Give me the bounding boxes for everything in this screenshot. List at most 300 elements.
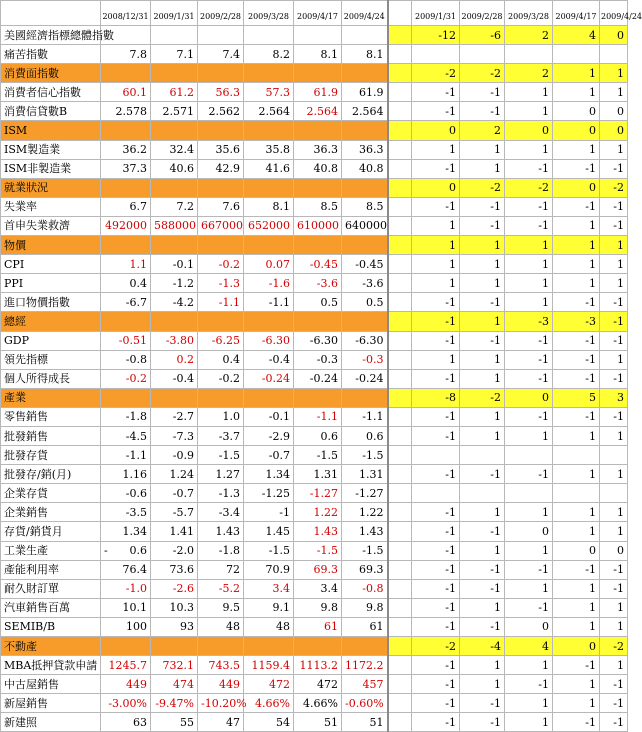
spacer-cell — [388, 331, 412, 350]
score-cell: -1 — [553, 350, 600, 369]
score-cell: -1 — [600, 713, 628, 732]
value-cell: 9.5 — [198, 598, 244, 617]
section-score-cell: -2 — [600, 637, 628, 656]
spacer-cell — [388, 369, 412, 388]
value-cell: -1.1 — [244, 293, 294, 312]
section-spacer-cell — [388, 388, 412, 407]
score-cell: -1 — [460, 83, 505, 102]
score-cell — [505, 446, 553, 465]
value-cell: -1.3 — [198, 484, 244, 503]
score-cell: -1 — [460, 560, 505, 579]
score-cell: 1 — [505, 579, 553, 598]
value-cell — [151, 26, 198, 45]
value-cell: 1113.2 — [294, 656, 342, 675]
section-score-cell: -1 — [412, 312, 460, 331]
score-cell: -1 — [505, 369, 553, 388]
section-cell — [342, 388, 388, 407]
score-cell: -1 — [505, 598, 553, 617]
value-cell: -0.24 — [342, 369, 388, 388]
table-row — [1, 598, 628, 617]
value-cell: -6.30 — [294, 331, 342, 350]
value-cell: -0.3 — [294, 350, 342, 369]
value-cell: 8.1 — [244, 197, 294, 216]
value-cell: 76.4 — [101, 560, 151, 579]
score-cell: -1 — [600, 579, 628, 598]
score-cell: -1 — [412, 83, 460, 102]
value-cell: 1159.4 — [244, 656, 294, 675]
spacer-cell — [388, 522, 412, 541]
section-spacer-cell — [388, 312, 412, 331]
spacer-cell — [388, 255, 412, 274]
indicator-label: 中古屋銷售 — [1, 675, 101, 694]
value-cell: 8.2 — [244, 45, 294, 64]
value-cell: -0.8 — [101, 350, 151, 369]
score-cell: -1 — [505, 159, 553, 178]
table-row — [1, 560, 628, 579]
value-cell: 0.5 — [342, 293, 388, 312]
score-cell — [600, 45, 628, 64]
value-cell: 1.45 — [244, 522, 294, 541]
value-cell: 474 — [151, 675, 198, 694]
score-cell: -1 — [553, 560, 600, 579]
score-cell: -1 — [412, 675, 460, 694]
value-cell: 1.22 — [294, 503, 342, 522]
score-cell — [460, 45, 505, 64]
value-cell: 40.6 — [151, 159, 198, 178]
score-cell: -1 — [600, 369, 628, 388]
value-cell: 2.571 — [151, 102, 198, 121]
indicator-label: ISM非製造業 — [1, 159, 101, 178]
score-cell: 0 — [505, 617, 553, 636]
value-cell: 732.1 — [151, 656, 198, 675]
table-row — [1, 522, 628, 541]
score-cell: 1 — [600, 83, 628, 102]
score-cell: -1 — [505, 331, 553, 350]
value-cell: -5.7 — [151, 503, 198, 522]
section-cell — [342, 236, 388, 255]
score-cell: -1 — [412, 293, 460, 312]
table-row — [1, 45, 628, 64]
score-cell: -1 — [600, 694, 628, 713]
indicator-label: MBA抵押貸款申請 — [1, 656, 101, 675]
score-cell: 1 — [460, 656, 505, 675]
indicator-label: GDP — [1, 331, 101, 350]
value-cell: -0.24 — [294, 369, 342, 388]
indicator-label: 失業率 — [1, 197, 101, 216]
table-row — [1, 83, 628, 102]
indicator-label: 產能利用率 — [1, 560, 101, 579]
value-cell: -5.2 — [198, 579, 244, 598]
section-row — [1, 178, 628, 197]
section-score-cell: -8 — [412, 388, 460, 407]
section-cell — [342, 64, 388, 83]
value-cell: 56.3 — [198, 83, 244, 102]
section-cell — [151, 121, 198, 140]
column-header: 2009/2/28 — [460, 1, 505, 26]
column-header: 2009/3/28 — [505, 1, 553, 26]
score-cell — [412, 484, 460, 503]
value-cell: -0.7 — [244, 446, 294, 465]
score-cell: 1 — [600, 255, 628, 274]
score-cell: -1 — [553, 331, 600, 350]
spacer-cell — [388, 350, 412, 369]
value-cell: -0.4 — [151, 369, 198, 388]
section-score-cell: 0 — [553, 121, 600, 140]
value-cell: 1.43 — [198, 522, 244, 541]
indicator-label: 工業生產 — [1, 541, 101, 560]
score-cell: -1 — [505, 465, 553, 484]
score-cell: 1 — [460, 675, 505, 694]
section-score-cell: 0 — [600, 121, 628, 140]
score-cell: -1 — [412, 331, 460, 350]
section-row — [1, 64, 628, 83]
score-cell: -1 — [412, 713, 460, 732]
value-cell: -1 — [244, 503, 294, 522]
section-spacer-cell — [388, 637, 412, 656]
value-cell: -1.0 — [101, 579, 151, 598]
value-cell: 0.6 — [342, 426, 388, 445]
value-cell: -1.8 — [101, 407, 151, 426]
column-header: 2009/1/31 — [412, 1, 460, 26]
section-cell — [151, 637, 198, 656]
score-cell: 0 — [600, 541, 628, 560]
value-cell: 1245.7 — [101, 656, 151, 675]
section-cell — [244, 312, 294, 331]
value-cell: 60.1 — [101, 83, 151, 102]
section-label: 產業 — [1, 388, 101, 407]
section-score-cell: -2 — [412, 64, 460, 83]
value-cell: 588000 — [151, 216, 198, 235]
table-row — [1, 407, 628, 426]
indicator-label: 美國經濟指標總體指數 — [1, 26, 101, 45]
value-cell: 51 — [294, 713, 342, 732]
score-cell: 1 — [553, 83, 600, 102]
section-cell — [294, 64, 342, 83]
score-cell: 1 — [412, 255, 460, 274]
spacer-cell — [388, 140, 412, 159]
score-cell: -1 — [412, 598, 460, 617]
value-cell: 1.27 — [198, 465, 244, 484]
section-cell — [101, 312, 151, 331]
column-header: 2009/4/17 — [294, 1, 342, 26]
value-cell: -1.1 — [294, 407, 342, 426]
table-row — [1, 26, 628, 45]
section-score-cell: -3 — [505, 312, 553, 331]
score-cell: -1 — [412, 503, 460, 522]
value-cell: -1.3 — [198, 274, 244, 293]
section-cell — [342, 121, 388, 140]
score-cell: 1 — [505, 140, 553, 159]
score-cell: 1 — [600, 350, 628, 369]
score-cell: 1 — [412, 350, 460, 369]
table-row — [1, 579, 628, 598]
score-cell: 1 — [553, 617, 600, 636]
value-cell: -4.5 — [101, 426, 151, 445]
score-cell: 1 — [600, 426, 628, 445]
value-cell: 667000 — [198, 216, 244, 235]
value-cell: 37.3 — [101, 159, 151, 178]
score-cell: -12 — [412, 26, 460, 45]
value-cell — [101, 541, 151, 560]
value-cell: 1.22 — [342, 503, 388, 522]
score-cell — [600, 484, 628, 503]
score-cell: 1 — [460, 369, 505, 388]
section-cell — [294, 637, 342, 656]
value-cell: 93 — [151, 617, 198, 636]
score-cell: 1 — [553, 216, 600, 235]
value-cell: -1.5 — [342, 446, 388, 465]
column-header: 2009/2/28 — [198, 1, 244, 26]
value-text: 0.6 — [129, 544, 147, 558]
indicator-label: 消費信貸數B — [1, 102, 101, 121]
section-cell — [244, 64, 294, 83]
value-cell: -3.00% — [101, 694, 151, 713]
score-cell: 1 — [460, 350, 505, 369]
spacer-cell — [388, 102, 412, 121]
indicator-label: 批發銷售 — [1, 426, 101, 445]
value-cell: 48 — [244, 617, 294, 636]
value-cell: 0.2 — [151, 350, 198, 369]
indicator-label: 首申失業救濟 — [1, 216, 101, 235]
score-cell: 1 — [460, 159, 505, 178]
table-row — [1, 446, 628, 465]
value-cell: -0.2 — [198, 255, 244, 274]
value-cell: -0.60% — [342, 694, 388, 713]
value-cell: -1.2 — [151, 274, 198, 293]
value-cell: 1.34 — [101, 522, 151, 541]
value-cell: -4.2 — [151, 293, 198, 312]
value-cell: 8.1 — [294, 45, 342, 64]
score-cell: -1 — [505, 407, 553, 426]
value-cell: 9.8 — [294, 598, 342, 617]
score-cell: -1 — [412, 465, 460, 484]
value-cell: 1.24 — [151, 465, 198, 484]
value-cell: -7.3 — [151, 426, 198, 445]
section-cell — [342, 312, 388, 331]
score-cell: -1 — [553, 407, 600, 426]
score-cell: -1 — [460, 579, 505, 598]
section-score-cell: 0 — [412, 178, 460, 197]
value-cell: 55 — [151, 713, 198, 732]
value-cell: 35.8 — [244, 140, 294, 159]
value-cell: 1.31 — [342, 465, 388, 484]
value-cell: 472 — [294, 675, 342, 694]
table-row — [1, 255, 628, 274]
score-cell: -1 — [553, 197, 600, 216]
section-cell — [151, 178, 198, 197]
value-cell: 40.8 — [294, 159, 342, 178]
indicator-label: 新屋銷售 — [1, 694, 101, 713]
value-cell: -1.25 — [244, 484, 294, 503]
section-label: 消費面指數 — [1, 64, 101, 83]
indicator-label: ISM製造業 — [1, 140, 101, 159]
section-score-cell: 1 — [505, 236, 553, 255]
section-cell — [294, 236, 342, 255]
table-row — [1, 331, 628, 350]
score-cell: 4 — [553, 26, 600, 45]
score-cell: -6 — [460, 26, 505, 45]
score-cell: -1 — [600, 331, 628, 350]
value-cell: 2.578 — [101, 102, 151, 121]
value-cell: 449 — [198, 675, 244, 694]
value-cell: 36.3 — [294, 140, 342, 159]
section-row — [1, 388, 628, 407]
score-cell: 1 — [460, 407, 505, 426]
value-cell: 1.41 — [151, 522, 198, 541]
value-cell: -1.5 — [244, 541, 294, 560]
value-cell: -1.1 — [101, 446, 151, 465]
indicator-label: 新建照 — [1, 713, 101, 732]
value-cell: 36.2 — [101, 140, 151, 159]
value-cell: -3.7 — [198, 426, 244, 445]
value-cell: -0.45 — [342, 255, 388, 274]
value-cell: 1172.2 — [342, 656, 388, 675]
value-cell: 42.9 — [198, 159, 244, 178]
score-cell: 1 — [505, 83, 553, 102]
column-header: 2009/4/17 — [553, 1, 600, 26]
section-cell — [198, 178, 244, 197]
section-spacer-cell — [388, 64, 412, 83]
value-cell — [244, 26, 294, 45]
value-cell: -3.80 — [151, 331, 198, 350]
value-cell: 610000 — [294, 216, 342, 235]
table-row — [1, 350, 628, 369]
value-cell: -1.6 — [244, 274, 294, 293]
score-cell: -1 — [600, 407, 628, 426]
score-cell: -1 — [412, 369, 460, 388]
spacer-cell — [388, 274, 412, 293]
score-cell: 0 — [505, 522, 553, 541]
score-cell: 1 — [553, 274, 600, 293]
value-cell: -3.5 — [101, 503, 151, 522]
value-cell: -1.1 — [198, 293, 244, 312]
spacer-cell — [388, 45, 412, 64]
score-cell: 1 — [553, 140, 600, 159]
spacer-cell — [388, 26, 412, 45]
section-cell — [101, 64, 151, 83]
value-cell: -0.1 — [244, 407, 294, 426]
value-cell: -6.30 — [244, 331, 294, 350]
score-cell: 1 — [553, 426, 600, 445]
table-row — [1, 274, 628, 293]
section-score-cell: 1 — [553, 64, 600, 83]
value-cell: 36.3 — [342, 140, 388, 159]
column-header: 2008/12/31 — [101, 1, 151, 26]
value-cell — [198, 26, 244, 45]
value-cell: 1.43 — [294, 522, 342, 541]
prefix-mark: - — [104, 544, 108, 558]
indicator-label: 消費者信心指數 — [1, 83, 101, 102]
score-cell — [505, 484, 553, 503]
section-cell — [101, 121, 151, 140]
section-label: ISM — [1, 121, 101, 140]
section-cell — [244, 236, 294, 255]
value-cell: -0.2 — [198, 369, 244, 388]
value-cell: 69.3 — [294, 560, 342, 579]
value-cell: 0.5 — [294, 293, 342, 312]
value-cell: 8.1 — [342, 45, 388, 64]
score-cell: 1 — [600, 617, 628, 636]
value-cell: 4.66% — [244, 694, 294, 713]
score-cell: -1 — [412, 560, 460, 579]
value-cell: 472 — [244, 675, 294, 694]
section-score-cell: 1 — [460, 236, 505, 255]
value-cell: -2.9 — [244, 426, 294, 445]
section-spacer-cell — [388, 121, 412, 140]
section-cell — [198, 388, 244, 407]
score-cell: -1 — [412, 197, 460, 216]
indicator-label: 領先指標 — [1, 350, 101, 369]
table-row — [1, 140, 628, 159]
score-cell: 1 — [505, 694, 553, 713]
score-cell: -1 — [460, 216, 505, 235]
value-cell — [294, 26, 342, 45]
score-cell — [600, 446, 628, 465]
section-cell — [198, 236, 244, 255]
value-cell: 100 — [101, 617, 151, 636]
score-cell: 1 — [600, 503, 628, 522]
section-score-cell: 1 — [600, 236, 628, 255]
indicator-label: PPI — [1, 274, 101, 293]
table-row — [1, 541, 628, 560]
score-cell — [553, 484, 600, 503]
section-cell — [244, 121, 294, 140]
score-cell: 1 — [553, 579, 600, 598]
score-cell: -1 — [460, 694, 505, 713]
table-row — [1, 216, 628, 235]
value-cell: 35.6 — [198, 140, 244, 159]
score-cell: -1 — [412, 407, 460, 426]
score-cell: -1 — [553, 369, 600, 388]
indicator-label: SEMIB/B — [1, 617, 101, 636]
score-cell — [460, 484, 505, 503]
section-score-cell: -4 — [460, 637, 505, 656]
indicator-label: CPI — [1, 255, 101, 274]
value-cell: -0.3 — [342, 350, 388, 369]
value-cell: 1.0 — [198, 407, 244, 426]
score-cell: -1 — [553, 293, 600, 312]
score-cell: 1 — [460, 426, 505, 445]
value-cell: 40.8 — [342, 159, 388, 178]
table-row — [1, 656, 628, 675]
section-score-cell: -1 — [600, 312, 628, 331]
score-cell: 1 — [553, 503, 600, 522]
score-cell: -1 — [460, 465, 505, 484]
indicator-label: 批發存/銷(月) — [1, 465, 101, 484]
value-cell: 449 — [101, 675, 151, 694]
value-cell: 0.4 — [198, 350, 244, 369]
indicator-label: 個人所得成長 — [1, 369, 101, 388]
column-header — [1, 1, 101, 26]
value-cell: 2.562 — [198, 102, 244, 121]
column-header — [388, 1, 412, 26]
spacer-cell — [388, 407, 412, 426]
spacer-cell — [388, 503, 412, 522]
section-score-cell: -2 — [505, 178, 553, 197]
section-label: 物價 — [1, 236, 101, 255]
section-cell — [244, 637, 294, 656]
value-cell: 10.1 — [101, 598, 151, 617]
score-cell: 1 — [412, 274, 460, 293]
spacer-cell — [388, 598, 412, 617]
value-cell: -2.0 — [151, 541, 198, 560]
indicator-label: 耐久財訂單 — [1, 579, 101, 598]
spacer-cell — [388, 560, 412, 579]
value-cell: 1.31 — [294, 465, 342, 484]
section-cell — [294, 388, 342, 407]
value-cell: 10.3 — [151, 598, 198, 617]
section-cell — [294, 178, 342, 197]
